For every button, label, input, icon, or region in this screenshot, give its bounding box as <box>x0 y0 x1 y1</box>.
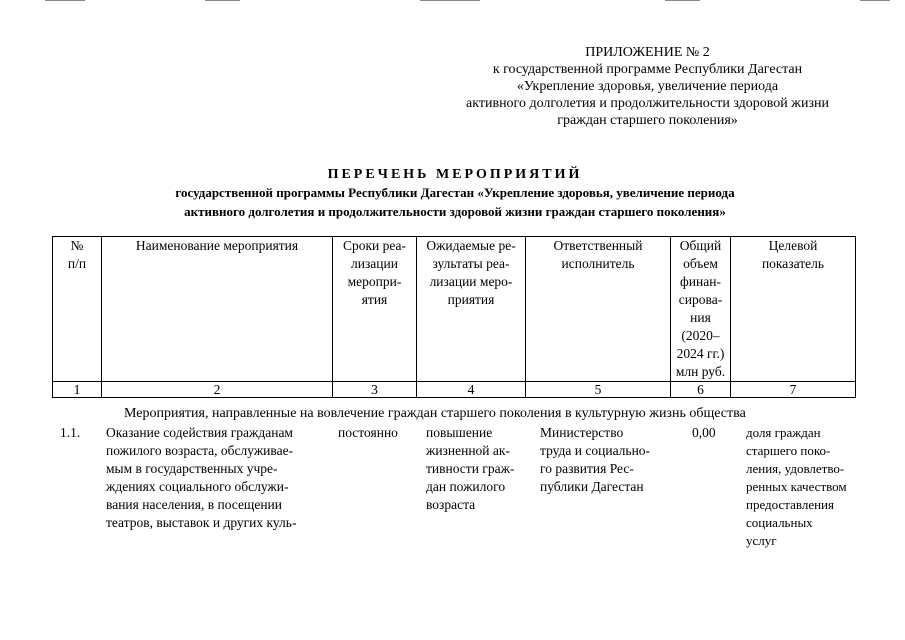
row-number: 1.1. <box>60 425 81 440</box>
appendix-line: «Укрепление здоровья, увеличение периода <box>516 79 779 94</box>
column-number: 3 <box>333 382 417 398</box>
row-funding: 0,00 <box>692 425 716 440</box>
scan-mark <box>665 0 700 1</box>
header-executor: Ответственный исполнитель <box>526 237 671 382</box>
column-number: 1 <box>53 382 102 398</box>
header-results: Ожидаемые ре- зультаты реа- лизации меро- приятия <box>417 237 526 382</box>
header-name: Наименование мероприятия <box>102 237 333 382</box>
header-period: Сроки реа- лизации меропри- ятия <box>333 237 417 382</box>
scan-mark <box>420 0 480 1</box>
scan-mark <box>45 0 85 1</box>
header-funding: Общий объем финан- сирова- ния (2020– 2024 гг.) млн руб. <box>671 237 731 382</box>
title-line: государственной программы Республики Дагестан «Укрепление здоровья, увеличение периода <box>175 185 735 200</box>
events-table <box>52 236 856 398</box>
header-number: № п/п <box>53 237 102 382</box>
row-name: Оказание содействия гражданам пожилого возраста, обслуживае- мым в государственных учре- ждениях социального обслужи- вания населения, в посещении театров, выставок и других куль- <box>106 425 297 530</box>
row-results: повышение жизненной ак- тивности граж- дан пожилого возраста <box>426 425 515 512</box>
row-period: постоянно <box>338 425 398 440</box>
row-indicator: доля граждан старшего поко- ления, удовлетво- ренных качеством предоставления социальных услуг <box>746 425 847 548</box>
section-title: Мероприятия, направленные на вовлечение граждан старшего поколения в культурную жизнь общества <box>124 406 746 421</box>
appendix-line: граждан старшего поколения» <box>557 113 738 128</box>
column-numbers-row <box>53 382 856 398</box>
column-number: 4 <box>417 382 526 398</box>
column-number: 6 <box>671 382 731 398</box>
title-line: активного долголетия и продолжительности здоровой жизни граждан старшего поколения» <box>184 204 726 219</box>
appendix-line: активного долголетия и продолжительности здоровой жизни <box>466 96 829 111</box>
document-title <box>60 167 850 221</box>
scan-mark <box>205 0 240 1</box>
column-number: 2 <box>102 382 333 398</box>
appendix-line: к государственной программе Республики Дагестан <box>492 62 803 77</box>
appendix-line: ПРИЛОЖЕНИЕ № 2 <box>585 45 710 60</box>
header-indicator: Целевой показатель <box>731 237 856 382</box>
appendix-header <box>405 44 890 129</box>
column-number: 5 <box>526 382 671 398</box>
scan-mark <box>860 0 890 1</box>
row-executor: Министерство труда и социально- го развития Рес- публики Дагестан <box>540 425 651 494</box>
table-header-row <box>53 237 856 382</box>
column-number: 7 <box>731 382 856 398</box>
title-heading: ПЕРЕЧЕНЬ МЕРОПРИЯТИЙ <box>327 167 583 182</box>
